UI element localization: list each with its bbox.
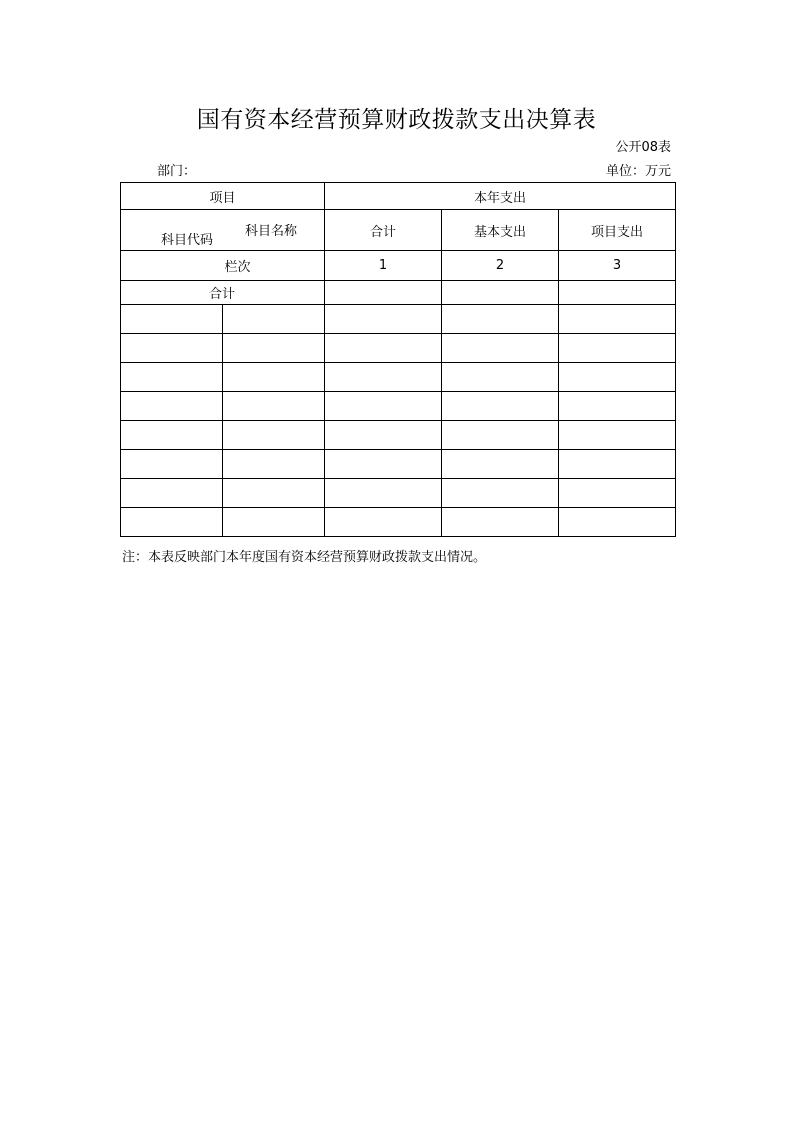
table-cell xyxy=(325,450,442,479)
header-code-name-cell xyxy=(121,210,325,251)
table-cell xyxy=(442,363,559,392)
table-row xyxy=(121,392,676,421)
column-number-row xyxy=(121,251,676,281)
table-cell xyxy=(325,305,442,334)
document-title: 国有资本经营预算财政拨款支出决算表 xyxy=(196,107,597,133)
table-cell xyxy=(442,305,559,334)
table-cell xyxy=(121,450,223,479)
table-cell xyxy=(223,392,325,421)
column-row-label: 栏次 xyxy=(121,251,325,281)
table-cell xyxy=(121,421,223,450)
total-cell xyxy=(325,281,442,305)
table-row xyxy=(121,305,676,334)
table-cell xyxy=(325,479,442,508)
table-cell xyxy=(442,479,559,508)
table-cell xyxy=(223,421,325,450)
table-cell xyxy=(121,334,223,363)
table-cell xyxy=(223,450,325,479)
table-cell xyxy=(223,305,325,334)
total-cell xyxy=(442,281,559,305)
department-label: 部门： xyxy=(157,164,197,179)
unit-label: 单位：万元 xyxy=(605,164,671,179)
table-row xyxy=(121,508,676,537)
column-number-1: 1 xyxy=(325,251,442,281)
table-cell xyxy=(442,421,559,450)
table-cell xyxy=(325,334,442,363)
total-row-label: 合计 xyxy=(121,281,325,305)
header-item-cell: 项目 xyxy=(121,183,325,210)
table-row xyxy=(121,421,676,450)
table-row xyxy=(121,479,676,508)
table-cell xyxy=(442,450,559,479)
table-row xyxy=(121,363,676,392)
table-cell xyxy=(121,479,223,508)
table-cell xyxy=(559,305,676,334)
table-cell xyxy=(559,392,676,421)
table-cell xyxy=(442,392,559,421)
table-cell xyxy=(121,508,223,537)
header-row-2 xyxy=(121,210,676,251)
total-cell xyxy=(559,281,676,305)
table-cell xyxy=(325,421,442,450)
header-name: 科目名称 xyxy=(245,224,298,239)
table-cell xyxy=(121,392,223,421)
header-project: 项目支出 xyxy=(559,210,676,251)
table-cell xyxy=(121,305,223,334)
table-cell xyxy=(559,421,676,450)
column-number-2: 2 xyxy=(442,251,559,281)
table-cell xyxy=(559,334,676,363)
header-total: 合计 xyxy=(325,210,442,251)
form-number: 公开08表 xyxy=(615,140,671,155)
header-row-1 xyxy=(121,183,676,210)
footnote: 注：本表反映部门本年度国有资本经营预算财政拨款支出情况。 xyxy=(122,550,487,565)
table-cell xyxy=(559,479,676,508)
column-number-3: 3 xyxy=(559,251,676,281)
table-cell xyxy=(325,508,442,537)
header-current-year-cell: 本年支出 xyxy=(325,183,676,210)
table-cell xyxy=(559,508,676,537)
table-cell xyxy=(223,334,325,363)
table-cell xyxy=(121,363,223,392)
table-cell xyxy=(325,392,442,421)
table-cell xyxy=(442,508,559,537)
expenditure-table xyxy=(120,182,676,537)
total-row xyxy=(121,281,676,305)
table-cell xyxy=(223,363,325,392)
table-row xyxy=(121,450,676,479)
header-code: 科目代码 xyxy=(161,233,214,248)
table-cell xyxy=(325,363,442,392)
table-cell xyxy=(223,479,325,508)
table-cell xyxy=(442,334,559,363)
table-cell xyxy=(223,508,325,537)
table-cell xyxy=(559,450,676,479)
table-row xyxy=(121,334,676,363)
table-cell xyxy=(559,363,676,392)
header-basic: 基本支出 xyxy=(442,210,559,251)
